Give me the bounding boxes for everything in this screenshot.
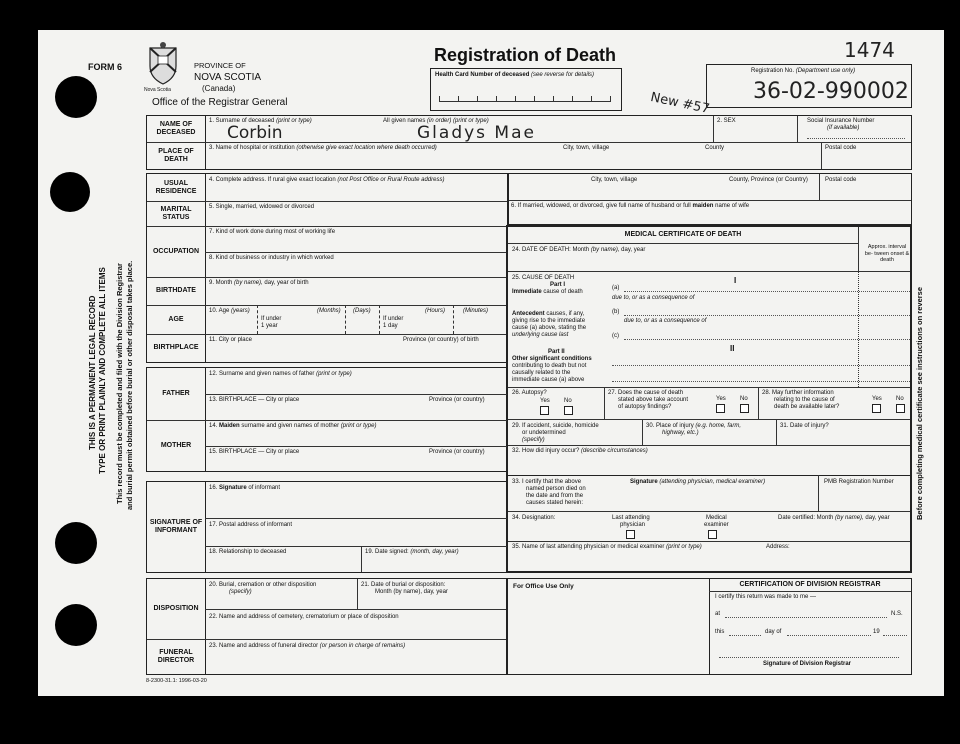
antecedent-label-b: causes, if any,	[546, 311, 585, 317]
certify-d: causes stated herein:	[526, 500, 584, 506]
personal-section	[146, 173, 508, 363]
injury-how-label: 32. How did injury occur?	[512, 448, 580, 454]
residence-county-label: County, Province (or Country)	[729, 177, 808, 183]
ns-label: N.S.	[891, 611, 903, 617]
findings-no-checkbox[interactable]	[740, 404, 749, 413]
birth-province-label: Province (or country) of birth	[403, 337, 479, 343]
sin-note: (if available)	[827, 125, 860, 131]
date-of-death-note: (by name),	[590, 247, 620, 253]
cause-a: (a)	[612, 285, 620, 291]
autopsy-label: 26. Autopsy?	[512, 390, 547, 396]
father-label: FATHER	[162, 390, 190, 397]
accident-note: (specify)	[522, 437, 545, 443]
examiner-checkbox[interactable]	[708, 530, 717, 539]
spouse-label-b: name of wife	[715, 203, 750, 209]
antecedent-line-2: giving rise to the immediate	[512, 318, 586, 324]
nova-scotia-label: NOVA SCOTIA	[194, 72, 262, 83]
residence-right-section	[508, 173, 912, 225]
due-to-2: due to, or as a consequence of	[624, 318, 707, 324]
age-label: AGE	[168, 315, 184, 323]
age-years: (years)	[231, 308, 250, 314]
autopsy-findings-b: stated above take account	[618, 397, 689, 403]
autopsy-findings-label: 27. Does the cause of death	[608, 390, 684, 396]
further-yes-checkbox[interactable]	[872, 404, 881, 413]
due-to-1: due to, or as a consequence of	[612, 295, 695, 301]
certify-c: the date and from the	[526, 493, 584, 499]
age-minutes: (Minutes)	[463, 308, 489, 314]
immediate-label: Immediate	[512, 289, 542, 295]
father-name-note: (print or type)	[316, 371, 352, 377]
injury-place-note-b: highway, etc.)	[662, 430, 699, 436]
informant-section	[146, 481, 508, 573]
form-number: FORM 6	[88, 62, 123, 72]
date-certified-label: Date certified: Month	[778, 515, 834, 521]
antecedent-line-3: cause (a) above, stating the	[512, 325, 587, 331]
form-title: Registration of Death	[434, 45, 617, 65]
date-certified-label-b: day, year	[865, 515, 890, 521]
birthdate-label: BIRTHDATE	[156, 287, 196, 294]
side-notice-4: and burial permit obtained before burial or other disposal takes place.	[125, 260, 134, 510]
physician-address-label: Address:	[766, 544, 790, 550]
binder-hole	[55, 76, 97, 118]
certify-b: named person died on	[526, 486, 586, 492]
cemetery-label: 22. Name and address of cemetery, crematorium or place of disposition	[209, 614, 399, 620]
form-code: 8-2300-31.1: 1996-03-20	[146, 678, 207, 684]
surname-label-b: of deceased	[241, 118, 275, 124]
hospital-note: (otherwise give exact location where death occurred)	[296, 145, 437, 151]
informant-number: 16.	[209, 485, 218, 491]
other-line-4: immediate cause (a) above	[512, 377, 585, 383]
injury-place-note: (e.g. home, farm,	[695, 423, 742, 429]
surname-note: (print or type)	[276, 118, 312, 124]
death-county-label: County	[705, 145, 725, 151]
if-under-2: If under	[383, 316, 404, 322]
last-physician-note: (print or type)	[666, 544, 702, 550]
death-registration-form	[38, 30, 944, 696]
hospital-label: 3. Name of hospital or institution	[209, 145, 295, 151]
antecedent-line-4: underlying cause last	[512, 332, 569, 338]
funeral-director-label: FUNERAL DIRECTOR	[157, 648, 195, 664]
disposition-label: DISPOSITION	[153, 605, 199, 612]
roman-1: I	[734, 276, 737, 285]
further-no-label: No	[896, 396, 904, 402]
if-under-1: If under	[261, 316, 282, 322]
further-info-c: death be available later?	[774, 404, 840, 410]
canada-label: (Canada)	[202, 84, 236, 93]
health-card-box	[430, 68, 622, 111]
autopsy-yes-label: Yes	[540, 398, 550, 404]
health-card-note: (see reverse for details)	[531, 72, 595, 78]
autopsy-yes-checkbox[interactable]	[540, 406, 549, 415]
binder-hole	[50, 172, 90, 212]
side-notice-3: This record must be completed and filed with the Division Registrar	[115, 263, 124, 504]
approx-interval-label: Approx. interval be- tween onset & death	[864, 244, 910, 263]
burial-date-label: 21. Date of burial or disposition:	[361, 582, 446, 588]
this-label: this	[715, 629, 725, 635]
accident-label: 29. If accident, suicide, homicide	[512, 423, 599, 429]
province-label: PROVINCE OF	[194, 61, 246, 70]
usual-residence-label: USUAL RESIDENCE	[155, 179, 197, 195]
age-days: (Days)	[353, 308, 371, 314]
sin-label: Social Insurance Number	[807, 118, 875, 124]
work-label: 7. Kind of work done during most of working life	[209, 229, 336, 235]
date-certified-note: (by name),	[835, 515, 864, 521]
date-signed-label: 19. Date signed:	[365, 549, 409, 555]
death-city-label: City, town, village	[563, 145, 610, 151]
residence-postal-label: Postal code	[825, 177, 857, 183]
registration-number-note: (Department use only)	[795, 68, 856, 74]
registration-number-box	[706, 64, 912, 108]
registration-number-value: 36-02-990002	[753, 79, 909, 104]
certify-label: 33. I certify that the above	[512, 479, 582, 485]
last-physician-label: 35. Name of last attending physician or medical examiner	[512, 544, 665, 550]
funeral-director-field-label: 23. Name and address of funeral director	[209, 643, 319, 649]
signature-note: (attending physician, medical examiner)	[659, 479, 766, 485]
registrar-signature-label: Signature of Division Registrar	[763, 661, 852, 667]
cause-c: (c)	[612, 333, 619, 339]
mother-name-note: (print or type)	[340, 423, 377, 429]
office-use-section	[506, 578, 912, 675]
funeral-director-note: (or person in charge of remains)	[319, 643, 406, 649]
findings-yes-checkbox[interactable]	[716, 404, 725, 413]
last-attending-label: Last attending	[612, 515, 650, 521]
given-names-note: (in order) (print or type)	[427, 118, 489, 124]
binder-hole	[55, 522, 97, 564]
roman-2: II	[730, 344, 735, 353]
burial-label: 20. Burial, cremation or other disposition	[209, 582, 317, 588]
registration-number-label: Registration No.	[751, 68, 795, 74]
further-info-label: 28. May further information	[762, 390, 834, 396]
occupation-label: OCCUPATION	[152, 247, 200, 255]
father-birthplace-label: 13. BIRTHPLACE — City or place	[209, 397, 300, 403]
date-signed-note: (month, day, year)	[410, 549, 459, 555]
name-of-deceased-label: NAME OF DECEASED	[156, 121, 196, 136]
age-hours: (Hours)	[425, 308, 446, 314]
one-day: 1 day	[383, 323, 398, 329]
date-of-death-label: 24. DATE OF DEATH: Month	[512, 247, 590, 253]
at-label: at	[715, 611, 721, 617]
disposition-section	[146, 578, 508, 675]
sex-label: 2. SEX	[717, 118, 736, 124]
one-year: 1 year	[261, 323, 278, 329]
binder-hole	[55, 604, 97, 646]
informant-label: SIGNATURE OF INFORMANT	[149, 519, 203, 534]
autopsy-no-label: No	[564, 398, 572, 404]
other-conditions-label: Other significant conditions	[512, 356, 592, 362]
birthplace-label: BIRTHPLACE	[153, 344, 199, 351]
given-names-value[interactable]: Gladys Mae	[417, 123, 536, 143]
medical-label: Medical	[706, 515, 727, 521]
address-label: 4. Complete address. If rural give exact location	[209, 177, 336, 183]
cause-label: 25. CAUSE OF DEATH	[512, 275, 575, 281]
immediate-label-b: cause of death	[543, 289, 583, 295]
day-of-label: day of	[765, 629, 782, 635]
part-1-label: Part I	[550, 282, 566, 288]
certify-return-label: I certify this return was made to me —	[715, 594, 817, 600]
birth-city-label: 11. City or place	[209, 337, 252, 343]
burial-date-b: Month (by name), day, year	[375, 589, 448, 595]
mother-label: MOTHER	[160, 441, 192, 449]
medical-certificate-section	[506, 225, 912, 573]
crest-caption: Nova Scotia	[144, 87, 171, 93]
side-notice-2: TYPE OR PRINT PLAINLY AND COMPLETE ALL ITEMS	[98, 267, 107, 474]
marital-status-label: MARITAL STATUS	[160, 205, 192, 221]
injury-how-note: (describe circumstances)	[581, 448, 648, 454]
mother-province-label: Province (or country)	[429, 449, 485, 455]
further-info-b: relating to the cause of	[774, 397, 835, 403]
examiner-label: examiner	[704, 522, 729, 528]
other-line-3: causally related to the	[512, 370, 571, 376]
pmb-label: PMB Registration Number	[824, 479, 894, 485]
address-note: (not Post Office or Rural Route address)	[337, 177, 445, 183]
medical-title: MEDICAL CERTIFICATE OF DEATH	[624, 231, 742, 238]
nineteen-label: 19	[873, 629, 880, 635]
antecedent-label: Antecedent	[512, 311, 545, 317]
mother-name-label: surname and given names of mother	[241, 423, 340, 429]
surname-value[interactable]: Corbin	[227, 123, 283, 143]
spouse-label: 6. If married, widowed, or divorced, give full name of husband or full	[511, 203, 691, 209]
injury-place-label: 30. Place of injury	[646, 423, 694, 429]
division-registrar-title: CERTIFICATION OF DIVISION REGISTRAR	[739, 581, 881, 588]
father-province-label: Province (or country)	[429, 397, 485, 403]
findings-no-label: No	[740, 396, 748, 402]
birthdate-field-label-b: day, year of birth	[264, 280, 309, 286]
further-no-checkbox[interactable]	[896, 404, 905, 413]
spouse-maiden: maiden	[692, 203, 714, 209]
health-card-label: Health Card Number of deceased	[435, 72, 530, 78]
registrar-office: Office of the Registrar General	[152, 97, 288, 108]
side-notice-1: THIS IS A PERMANENT LEGAL RECORD	[88, 295, 97, 450]
name-place-section	[146, 115, 912, 170]
death-postal-label: Postal code	[825, 145, 857, 151]
mother-maiden: Maiden	[219, 423, 240, 429]
parents-section	[146, 367, 508, 472]
injury-date-label: 31. Date of injury?	[780, 423, 829, 429]
informant-address-label: 17. Postal address of informant	[209, 522, 293, 528]
father-name-label: 12. Surname and given names of father	[209, 371, 315, 377]
birthdate-field-label: 9. Month	[209, 280, 233, 286]
date-of-death-label-b: day, year	[621, 247, 646, 253]
findings-yes-label: Yes	[716, 396, 726, 402]
autopsy-findings-c: of autopsy findings?	[618, 404, 672, 410]
autopsy-no-checkbox[interactable]	[564, 406, 573, 415]
further-yes-label: Yes	[872, 396, 882, 402]
mother-number: 14.	[209, 423, 218, 429]
age-field-label: 10. Age	[209, 308, 230, 314]
given-names-label: All given names	[383, 118, 426, 124]
part-2-label: Part II	[548, 349, 565, 355]
relationship-label: 18. Relationship to deceased	[209, 549, 287, 555]
nova-scotia-crest-icon	[144, 42, 182, 86]
birthdate-note: (by name),	[234, 280, 263, 286]
physician-checkbox[interactable]	[626, 530, 635, 539]
designation-label: 34. Designation:	[512, 515, 556, 521]
marital-field-label: 5. Single, married, widowed or divorced	[209, 204, 315, 210]
handwritten-file-number: 1474	[844, 38, 895, 62]
side-notice-right: Before completing medical certificate see instructions on reverse	[915, 287, 924, 520]
cause-b: (b)	[612, 309, 620, 315]
surname-label: 1. Surname	[209, 118, 241, 124]
physician-label: physician	[620, 522, 646, 528]
informant-signature-label: of informant	[248, 485, 281, 491]
signature-label: Signature	[630, 479, 658, 485]
office-use-label: For Office Use Only	[513, 583, 574, 590]
industry-label: 8. Kind of business or industry in which worked	[209, 255, 334, 261]
other-line-2: contributing to death but not	[512, 363, 587, 369]
age-months: (Months)	[317, 308, 341, 314]
informant-signature: Signature	[219, 485, 247, 491]
handwritten-annotation: New #57	[649, 89, 711, 118]
mother-birthplace-label: 15. BIRTHPLACE — City or place	[209, 449, 300, 455]
burial-note: (specify)	[229, 589, 252, 595]
place-of-death-label: PLACE OF DEATH	[158, 147, 194, 163]
residence-city-label: City, town, village	[591, 177, 638, 183]
accident-b: or undetermined	[522, 430, 566, 436]
